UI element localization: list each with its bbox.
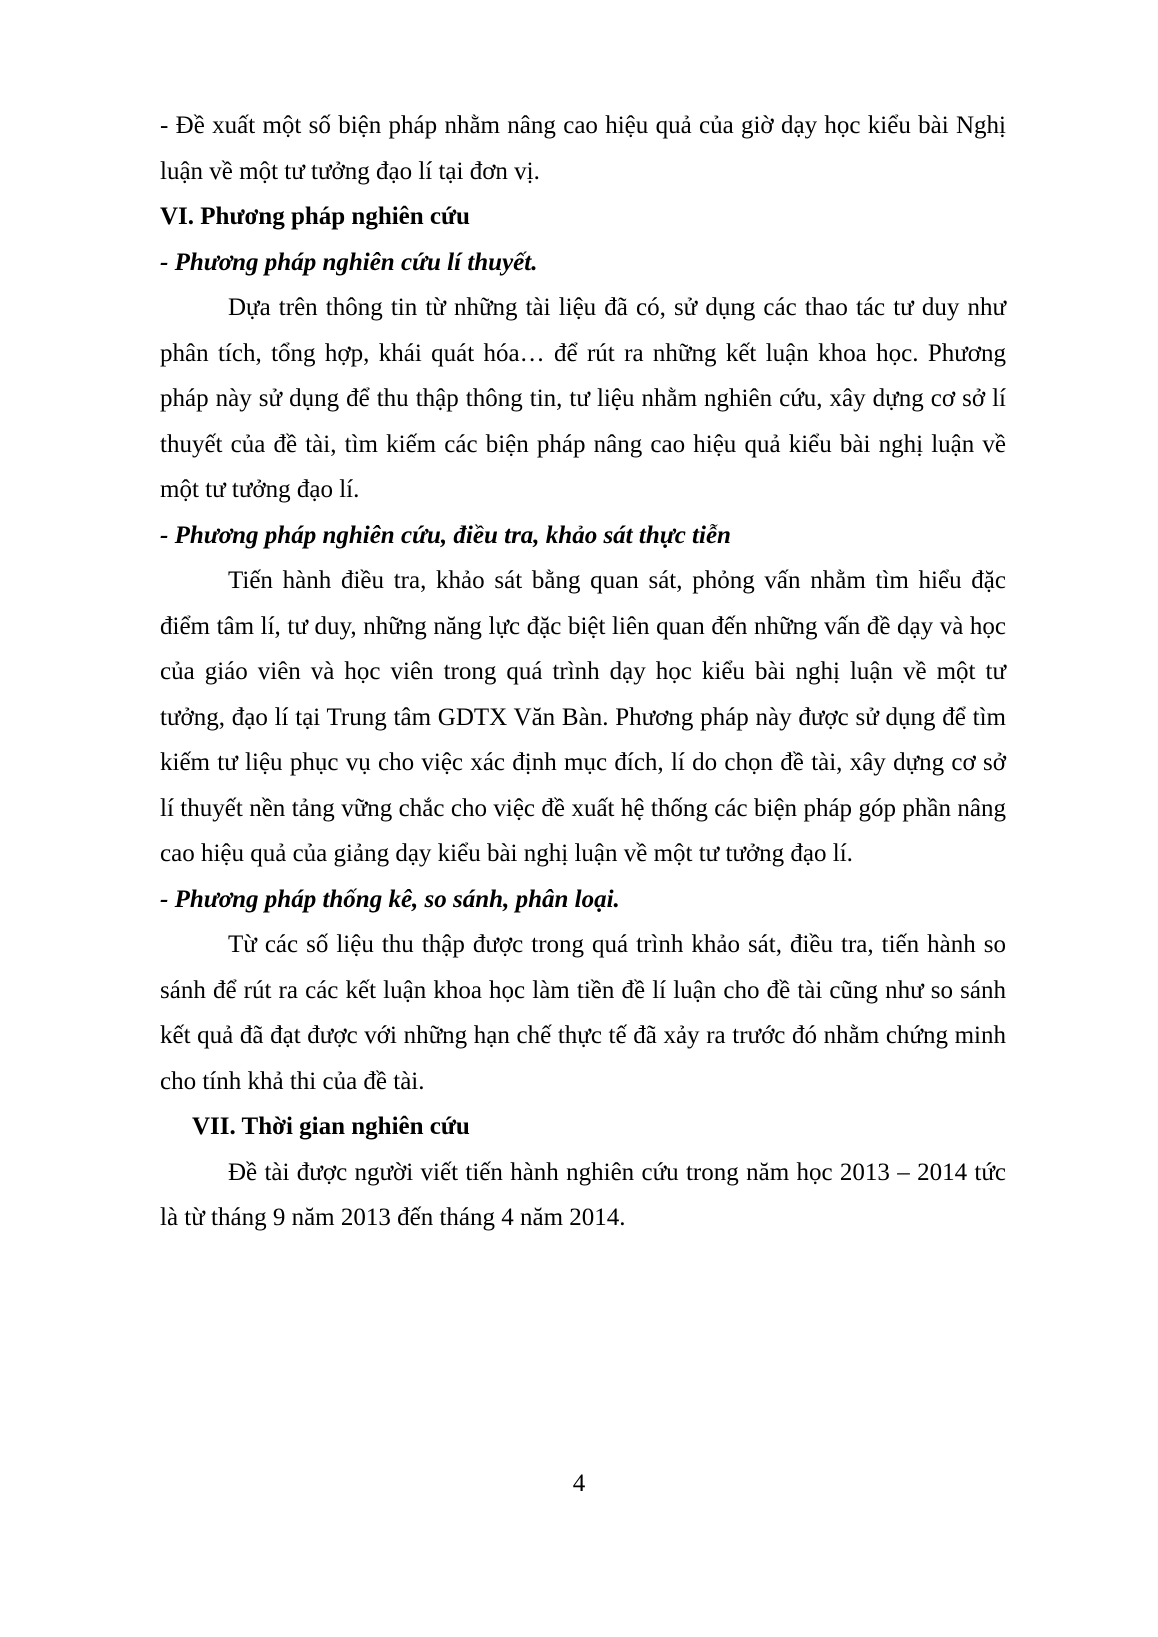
method-survey-title: - Phương pháp nghiên cứu, điều tra, khảo sát thực tiễn (160, 521, 731, 549)
method-statistics-title: - Phương pháp thống kê, so sánh, phân loại. (160, 885, 620, 913)
document-body (160, 103, 1006, 1241)
intro-paragraph: - Đề xuất một số biện pháp nhằm nâng cao hiệu quả của giờ dạy học kiểu bài Nghị luận về một tư tưởng đạo lí tại đơn vị. (160, 112, 1006, 185)
method-survey-body: Tiến hành điều tra, khảo sát bằng quan sát, phỏng vấn nhằm tìm hiểu đặc điểm tâm lí, tư duy, những năng lực đặc biệt liên quan đến những vấn đề dạy và học của giáo viên và học viên trong quá trình dạy học kiểu bài nghị luận về một tư tưởng, đạo lí tại Trung tâm GDTX Văn Bàn. Phương pháp này được sử dụng để tìm kiếm tư liệu phục vụ cho việc xác định mục đích, lí do chọn đề tài, xây dựng cơ sở lí thuyết nền tảng vững chắc cho việc đề xuất hệ thống các biện pháp góp phần nâng cao hiệu quả của giảng dạy kiểu bài nghị luận về một tư tưởng đạo lí. (160, 567, 1006, 867)
section-vii-heading: VII. Thời gian nghiên cứu (192, 1113, 470, 1140)
method-theory-body: Dựa trên thông tin từ những tài liệu đã có, sử dụng các thao tác tư duy như phân tích, tổng hợp, khái quát hóa… để rút ra những kết luận khoa học. Phương pháp này sử dụng để thu thập thông tin, tư liệu nhằm nghiên cứu, xây dựng cơ sở lí thuyết của đề tài, tìm kiếm các biện pháp nâng cao hiệu quả kiểu bài nghị luận về một tư tưởng đạo lí. (160, 294, 1006, 503)
method-theory-title: - Phương pháp nghiên cứu lí thuyết. (160, 248, 538, 276)
section-vii-body: Đề tài được người viết tiến hành nghiên cứu trong năm học 2013 – 2014 tức là từ tháng 9 năm 2013 đến tháng 4 năm 2014. (160, 1158, 1006, 1231)
method-statistics-body: Từ các số liệu thu thập được trong quá trình khảo sát, điều tra, tiến hành so sánh để rút ra các kết luận khoa học làm tiền đề lí luận cho đề tài cũng như so sánh kết quả đã đạt được với những hạn chế thực tế đã xảy ra trước đó nhằm chứng minh cho tính khả thi của đề tài. (160, 931, 1006, 1095)
page-number: 4 (572, 1470, 586, 1497)
section-vi-heading: VI. Phương pháp nghiên cứu (160, 203, 470, 230)
